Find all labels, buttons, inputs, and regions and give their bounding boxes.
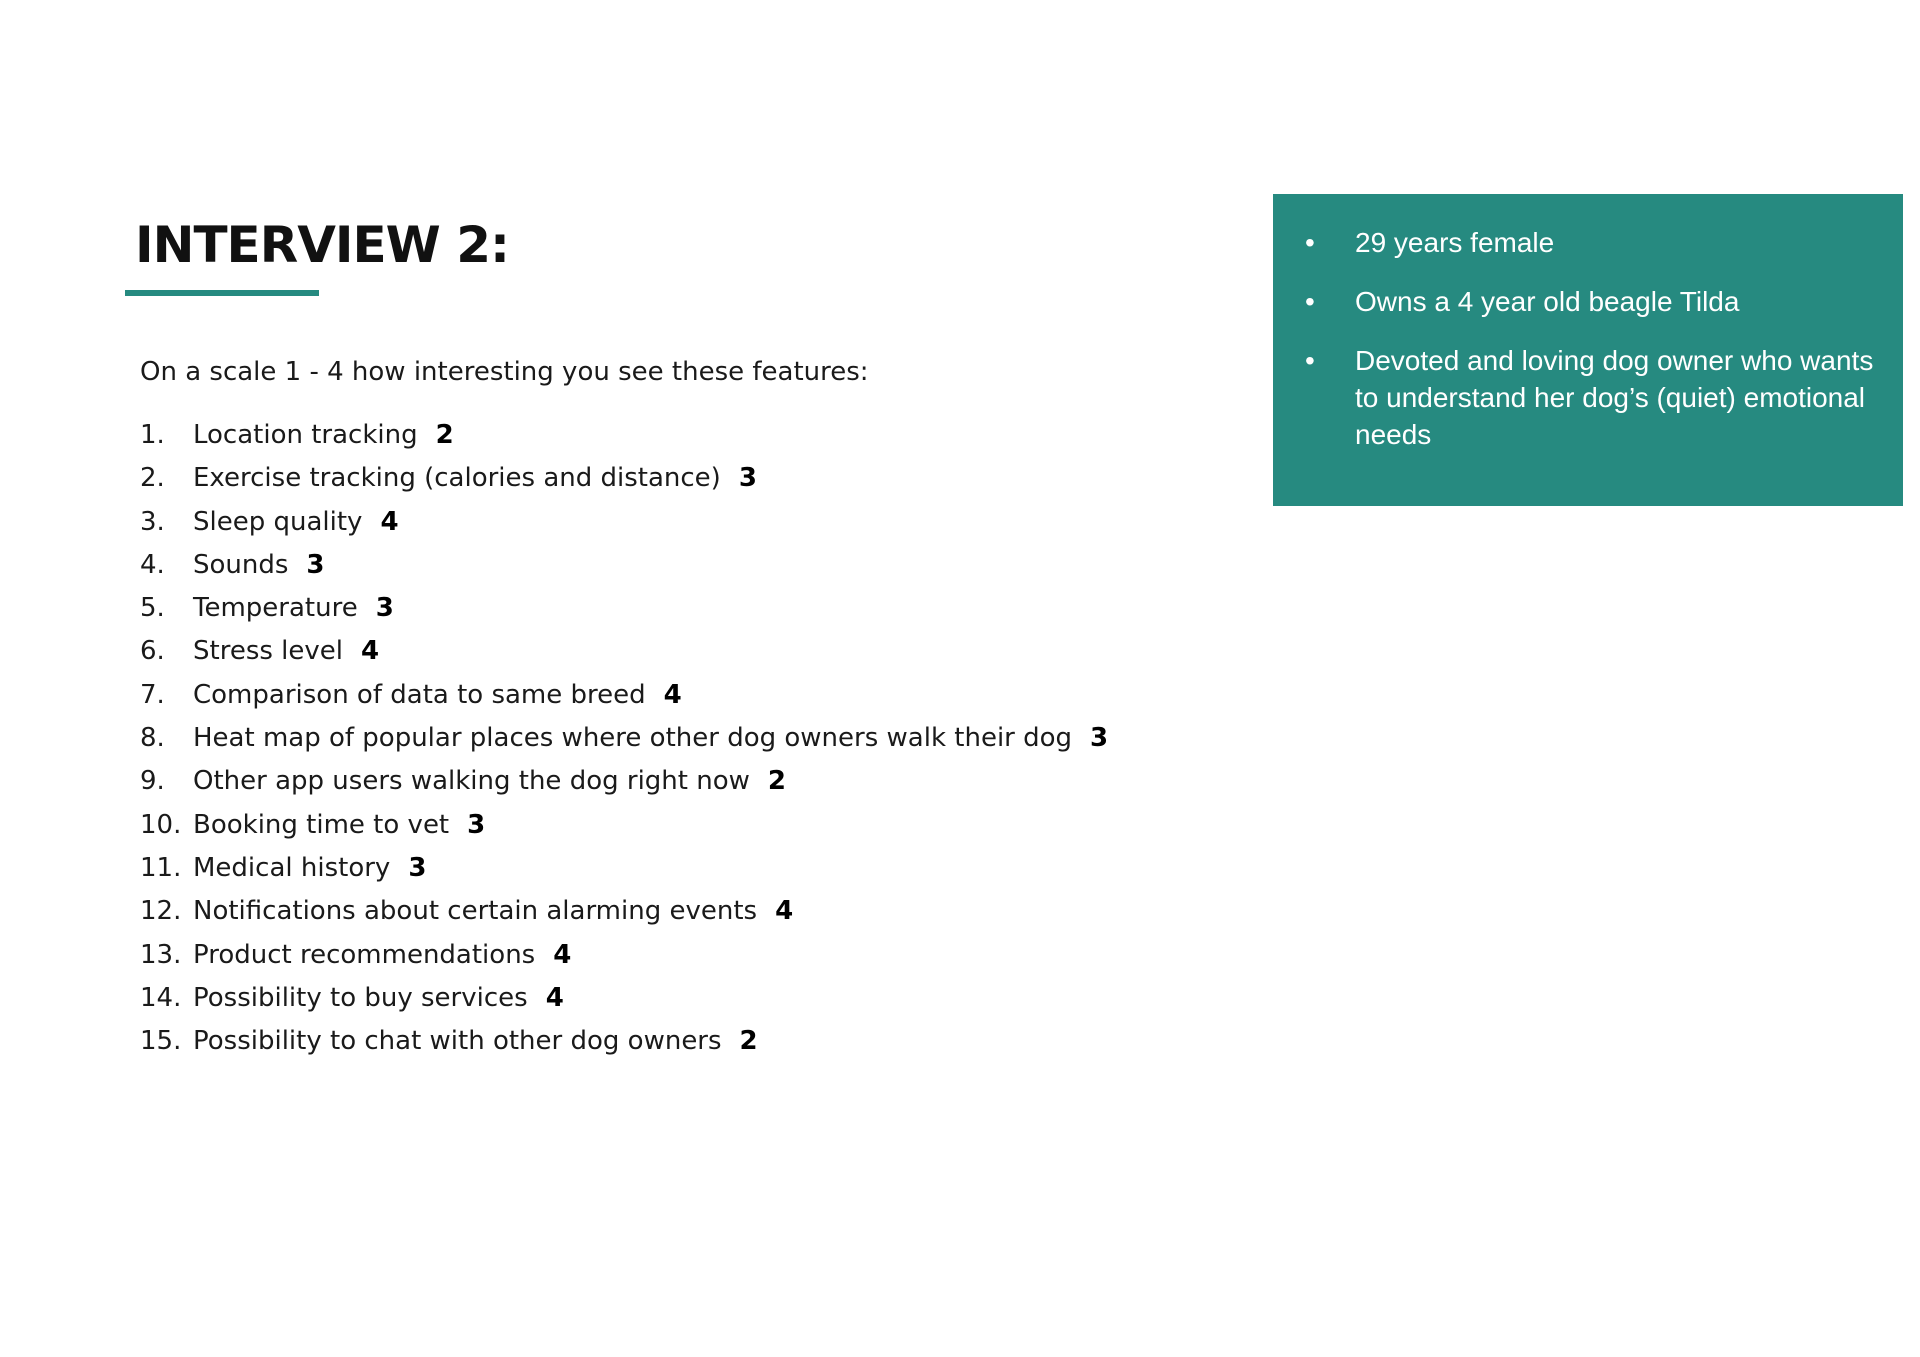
bullet-icon: •	[1305, 227, 1315, 258]
page-title: INTERVIEW 2:	[135, 216, 510, 274]
bullet-icon: •	[1305, 345, 1315, 376]
feature-score: 3	[467, 809, 486, 840]
feature-score: 3	[375, 593, 394, 624]
feature-number: 8.	[140, 723, 165, 754]
feature-number: 11.	[140, 852, 182, 883]
feature-score: 4	[361, 636, 380, 667]
feature-number: 1.	[140, 420, 165, 450]
feature-score: 2	[435, 420, 454, 450]
feature-number: 9.	[140, 766, 165, 797]
feature-label: Exercise tracking (calories and distance)	[193, 463, 721, 494]
feature-label: Heat map of popular places where other dog owners walk their dog	[193, 723, 1073, 754]
feature-score: 3	[408, 852, 427, 883]
feature-score: 3	[738, 463, 757, 494]
feature-score: 4	[663, 679, 682, 710]
profile-text: Devoted and loving dog owner who wants to understand her dog’s (quiet) emotional needs	[1355, 345, 1874, 450]
feature-number: 13.	[140, 939, 182, 970]
feature-label: Possibility to chat with other dog owners	[193, 1026, 722, 1057]
intro-text: On a scale 1 - 4 how interesting you see these features:	[140, 357, 869, 387]
profile-list	[1293, 224, 1883, 453]
feature-score: 3	[306, 549, 325, 580]
bullet-icon: •	[1305, 286, 1315, 317]
title-underline	[125, 290, 319, 296]
feature-score: 4	[545, 982, 564, 1013]
feature-number: 10.	[140, 809, 182, 840]
profile-text: 29 years female	[1355, 227, 1555, 258]
profile-item	[1293, 342, 1883, 453]
feature-score: 2	[739, 1026, 758, 1057]
feature-number: 6.	[140, 636, 165, 667]
profile-text: Owns a 4 year old beagle Tilda	[1355, 286, 1740, 317]
feature-label: Notifications about certain alarming events	[193, 896, 758, 927]
feature-number: 4.	[140, 549, 165, 580]
feature-score: 3	[1090, 723, 1109, 754]
feature-number: 7.	[140, 679, 165, 710]
feature-label: Product recommendations	[193, 939, 536, 970]
feature-label: Booking time to vet	[193, 809, 450, 840]
profile-box	[1273, 194, 1903, 506]
feature-score: 4	[775, 896, 794, 927]
feature-score: 2	[767, 766, 786, 797]
feature-number: 14.	[140, 982, 182, 1013]
feature-label: Other app users walking the dog right now	[193, 766, 750, 797]
feature-label: Location tracking	[193, 420, 418, 450]
feature-label: Comparison of data to same breed	[193, 679, 646, 710]
feature-label: Sounds	[193, 549, 289, 580]
profile-item	[1293, 224, 1883, 261]
feature-number: 2.	[140, 463, 165, 494]
feature-score: 4	[380, 506, 399, 537]
feature-number: 12.	[140, 896, 182, 927]
feature-label: Temperature	[193, 593, 358, 624]
feature-number: 15.	[140, 1026, 182, 1057]
feature-number: 5.	[140, 593, 165, 624]
feature-score: 4	[553, 939, 572, 970]
feature-label: Stress level	[193, 636, 343, 667]
profile-item	[1293, 283, 1883, 320]
feature-number: 3.	[140, 506, 165, 537]
feature-label: Sleep quality	[193, 506, 363, 537]
feature-label: Medical history	[193, 852, 391, 883]
feature-label: Possibility to buy services	[193, 982, 528, 1013]
